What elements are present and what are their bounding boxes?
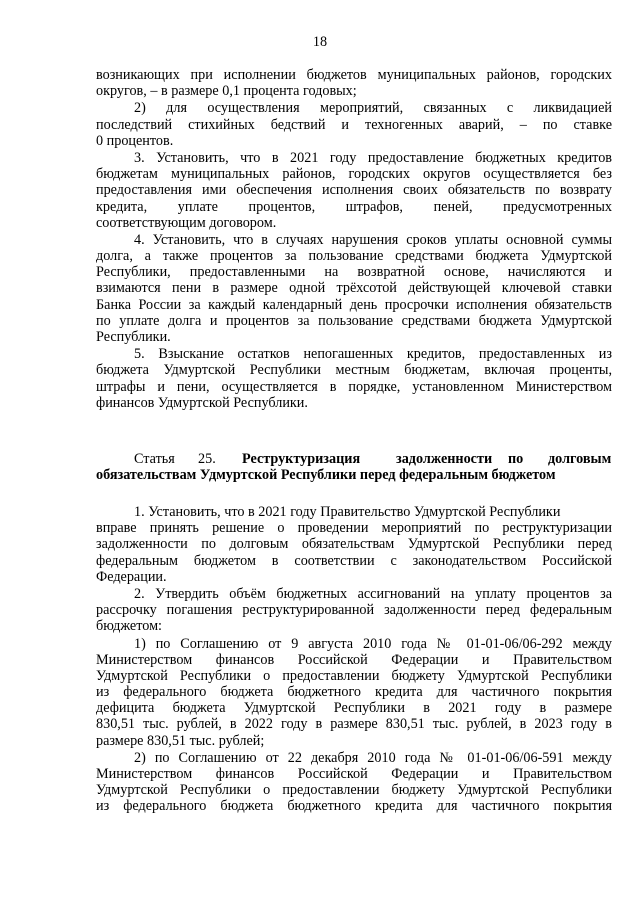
text-line: вправе принять решение о проведении мероприятий по реструктуризации [96,520,612,537]
article-heading-line-1 [96,451,612,467]
text-line: соответствующим договором. [96,214,277,231]
paragraphs-article-25 [96,504,612,815]
text-line: округов, – в размере 0,1 процента годовых; [96,83,357,100]
text-line: бюджетом: [96,618,162,635]
text-line: федеральным бюджетом в соответствии с законодательством Российской [96,552,612,569]
text-line: бюджета Удмуртской Республики местным бюджетам, включая проценты, [96,362,612,379]
article-title-word: долговым [548,451,612,467]
text-line: размере 830,51 тыс. рублей; [96,732,265,749]
paragraphs-before-article [96,67,612,411]
text-line: 5. Взыскание остатков непогашенных кредитов, предоставленных из [134,346,612,363]
text-line: Министерством финансов Российской Федерации и Правительством [96,651,612,668]
text-line: 4. Установить, что в случаях нарушения сроков уплаты основной суммы [134,231,612,248]
text-line: возникающих при исполнении бюджетов муниципальных районов, городских [96,67,612,83]
text-line: 2. Утвердить объём бюджетных ассигнований на уплату процентов за [134,585,612,602]
text-line: 1) по Соглашению от 9 августа 2010 года № 01-01-06/06-292 между [134,635,612,652]
text-line: Банка России за каждый календарный день просрочки исполнения обязательств [96,296,612,313]
article-word: Статья [134,451,175,467]
text-line: из федерального бюджета бюджетного кредита для частичного покрытия [96,798,612,815]
text-line: 3. Установить, что в 2021 году предоставление бюджетных кредитов [134,149,612,166]
text-line: 830,51 тыс. рублей, в 2022 году в размере 830,51 тыс. рублей, в 2023 году в [96,716,612,733]
text-line: долга, а также процентов за пользование средствами бюджета Удмуртской [96,248,612,265]
text-line: кредита, уплате процентов, штрафов, пеней, предусмотренных [96,198,612,215]
article-heading-line-2: обязательствам Удмуртской Республики перед федеральным бюджетом [96,467,556,483]
article-number: 25. [198,451,216,467]
text-line: последствий стихийных бедствий и техногенных аварий, – по ставке [96,116,612,133]
text-line: штрафы и пени, осуществляется в порядке, установленном Министерством [96,378,612,395]
text-line: Министерством финансов Российской Федерации и Правительством [96,766,612,782]
text-line: Удмуртской Республики о предоставлении бюджету Удмуртской Республики [96,667,612,684]
text-line: 2) для осуществления мероприятий, связанных с ликвидацией [134,100,612,117]
text-line: 1. Установить, что в 2021 году Правительство Удмуртской Республики [134,504,561,520]
text-line: бюджетам муниципальных районов, городских округов осуществляется без [96,166,612,183]
text-line: Удмуртской Республики о предоставлении бюджету Удмуртской Республики [96,782,612,799]
text-line: 2) по Соглашению от 22 декабря 2010 года № 01-01-06/06-591 между [134,749,612,766]
text-line: по уплате долга и процентов за пользование средствами бюджета Удмуртской [96,312,612,329]
article-title-word: задолженности [396,451,493,467]
text-line: задолженности по долговым обязательствам Удмуртской Республики перед [96,536,612,553]
page-number: 18 [312,34,328,50]
text-line: 0 процентов. [96,132,174,149]
text-line: из федерального бюджета бюджетного кредита для частичного покрытия [96,684,612,701]
text-line: дефицита бюджета Удмуртской Республики в 2021 году в размере [96,700,612,717]
article-title-word: Реструктуризация [242,451,361,467]
article-title-word: по [508,451,524,467]
text-line: предоставления ими обеспечения исполнения своих обязательств по возврату [96,182,612,199]
text-line: финансов Удмуртской Республики. [96,394,308,411]
text-line: Республики, предоставленными на возвратной основе, начисляются и [96,264,612,281]
text-line: Республики. [96,329,171,345]
text-line: Федерации. [96,568,167,585]
text-line: рассрочку погашения реструктурированной задолженности перед федеральным [96,602,612,619]
text-line: взимаются пени в размере одной трёхсотой действующей ключевой ставки [96,280,612,297]
